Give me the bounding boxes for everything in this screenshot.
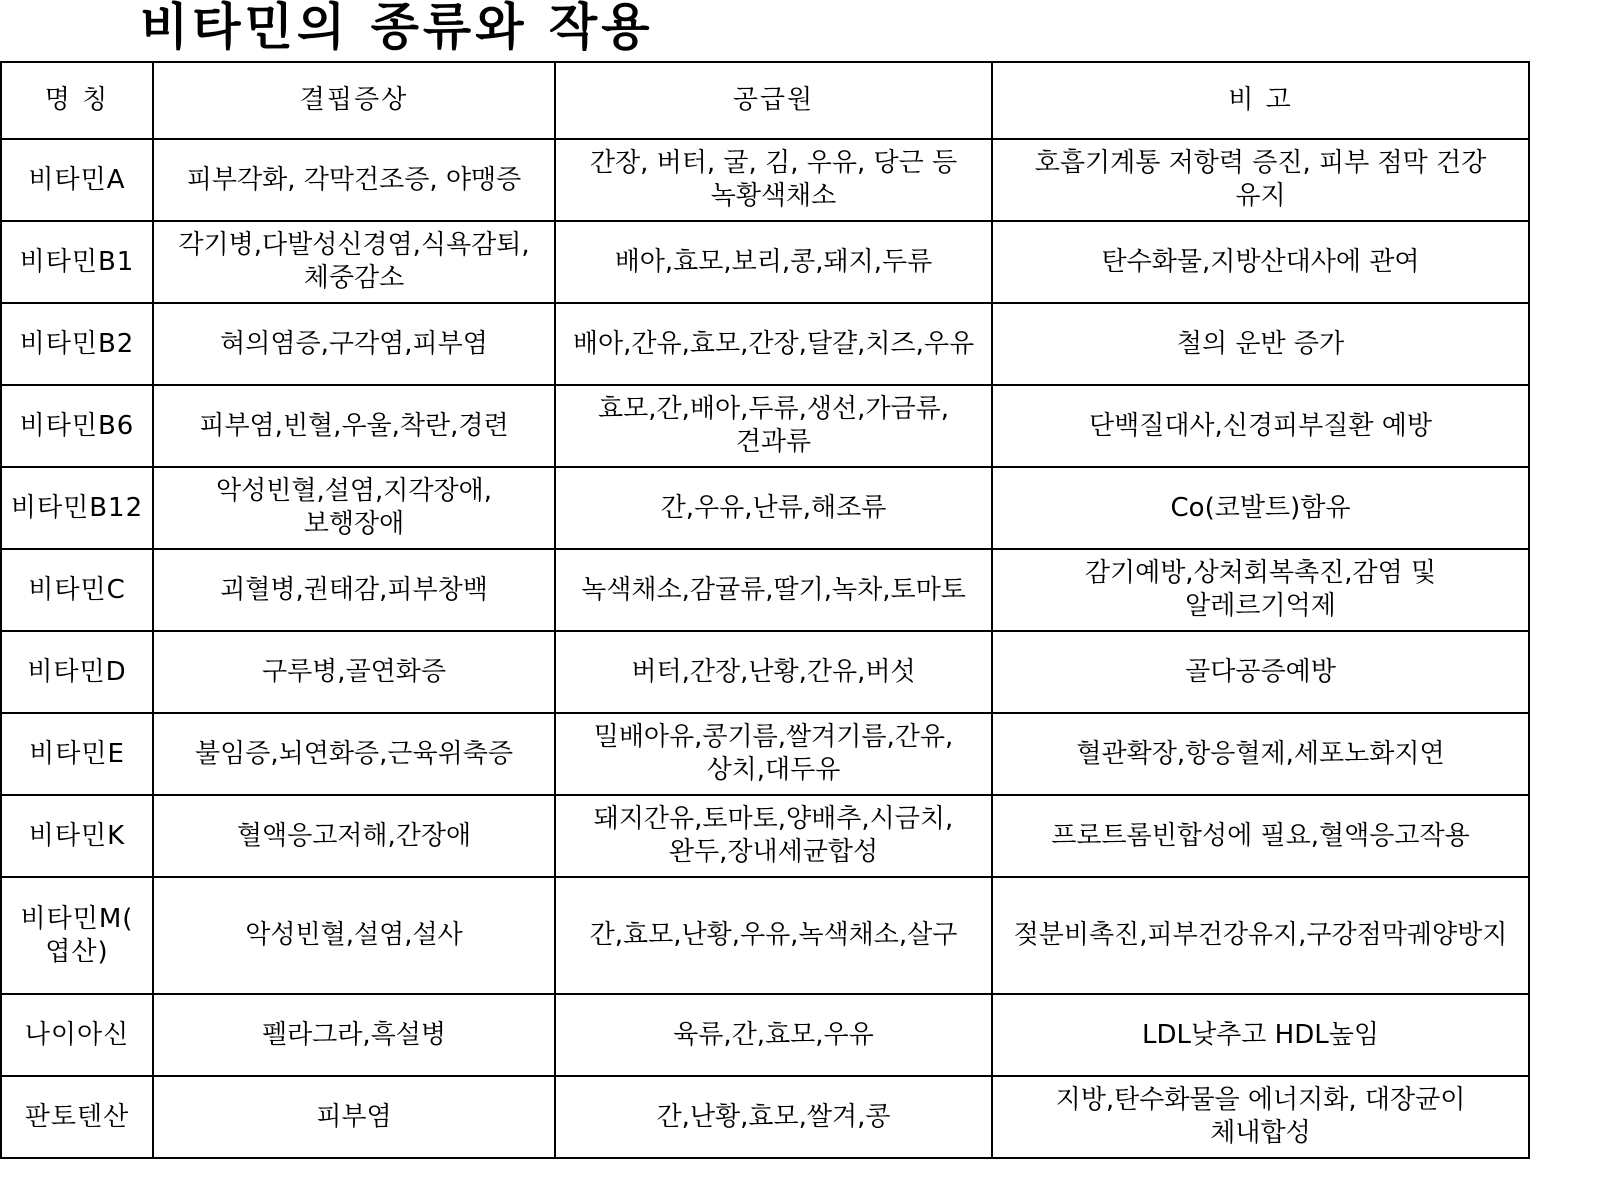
deficiency-cell: 펠라그라,흑설병 — [153, 994, 555, 1076]
vitamin-name: 비타민B1 — [1, 221, 153, 303]
note-cell: 철의 운반 증가 — [992, 303, 1529, 385]
header-deficiency: 결핍증상 — [153, 62, 555, 139]
header-note: 비 고 — [992, 62, 1529, 139]
vitamin-name: 비타민B2 — [1, 303, 153, 385]
note-cell: 혈관확장,항응혈제,세포노화지연 — [992, 713, 1529, 795]
note-cell: 감기예방,상처회복촉진,감염 및 알레르기억제 — [992, 549, 1529, 631]
vitamin-name: 비타민B6 — [1, 385, 153, 467]
table-row — [1, 549, 1529, 631]
table-row — [1, 1076, 1529, 1158]
deficiency-cell: 피부염 — [153, 1076, 555, 1158]
deficiency-cell: 혀의염증,구각염,피부염 — [153, 303, 555, 385]
deficiency-cell: 괴혈병,권태감,피부창백 — [153, 549, 555, 631]
table-row — [1, 139, 1529, 221]
note-cell: LDL낮추고 HDL높임 — [992, 994, 1529, 1076]
deficiency-cell: 피부각화, 각막건조증, 야맹증 — [153, 139, 555, 221]
source-cell: 육류,간,효모,우유 — [555, 994, 992, 1076]
vitamin-name: 비타민D — [1, 631, 153, 713]
note-cell: 탄수화물,지방산대사에 관여 — [992, 221, 1529, 303]
vitamin-name: 비타민C — [1, 549, 153, 631]
deficiency-cell: 구루병,골연화증 — [153, 631, 555, 713]
table-header-row — [1, 62, 1529, 139]
source-cell: 돼지간유,토마토,양배추,시금치,완두,장내세균합성 — [555, 795, 992, 877]
vitamin-name: 비타민M(엽산) — [1, 877, 153, 994]
vitamin-name: 판토텐산 — [1, 1076, 153, 1158]
vitamin-name: 비타민E — [1, 713, 153, 795]
table-row — [1, 221, 1529, 303]
note-cell: 지방,탄수화물을 에너지화, 대장균이 체내합성 — [992, 1076, 1529, 1158]
table-row — [1, 877, 1529, 994]
source-cell: 간,우유,난류,해조류 — [555, 467, 992, 549]
source-cell: 간장, 버터, 굴, 김, 우유, 당근 등 녹황색채소 — [555, 139, 992, 221]
table-row — [1, 795, 1529, 877]
deficiency-cell: 각기병,다발성신경염,식욕감퇴,체중감소 — [153, 221, 555, 303]
source-cell: 밀배아유,콩기름,쌀겨기름,간유,상치,대두유 — [555, 713, 992, 795]
deficiency-cell: 혈액응고저해,간장애 — [153, 795, 555, 877]
table-row — [1, 994, 1529, 1076]
vitamin-name: 비타민K — [1, 795, 153, 877]
note-cell: 프로트롬빈합성에 필요,혈액응고작용 — [992, 795, 1529, 877]
vitamin-name: 비타민A — [1, 139, 153, 221]
source-cell: 버터,간장,난황,간유,버섯 — [555, 631, 992, 713]
note-cell: 호흡기계통 저항력 증진, 피부 점막 건강 유지 — [992, 139, 1529, 221]
vitamin-name: 나이아신 — [1, 994, 153, 1076]
deficiency-cell: 악성빈혈,설염,지각장애,보행장애 — [153, 467, 555, 549]
deficiency-cell: 피부염,빈혈,우울,착란,경련 — [153, 385, 555, 467]
source-cell: 녹색채소,감귤류,딸기,녹차,토마토 — [555, 549, 992, 631]
source-cell: 배아,효모,보리,콩,돼지,두류 — [555, 221, 992, 303]
deficiency-cell: 불임증,뇌연화증,근육위축증 — [153, 713, 555, 795]
table-row — [1, 303, 1529, 385]
header-name: 명 칭 — [1, 62, 153, 139]
vitamin-name: 비타민B12 — [1, 467, 153, 549]
source-cell: 간,효모,난황,우유,녹색채소,살구 — [555, 877, 992, 994]
header-source: 공급원 — [555, 62, 992, 139]
table-row — [1, 385, 1529, 467]
table-row — [1, 713, 1529, 795]
source-cell: 효모,간,배아,두류,생선,가금류,견과류 — [555, 385, 992, 467]
page-title: 비타민의 종류와 작용 — [140, 0, 654, 56]
source-cell: 간,난황,효모,쌀겨,콩 — [555, 1076, 992, 1158]
note-cell: 골다공증예방 — [992, 631, 1529, 713]
note-cell: 단백질대사,신경피부질환 예방 — [992, 385, 1529, 467]
note-cell: 젖분비촉진,피부건강유지,구강점막궤양방지 — [992, 877, 1529, 994]
note-cell: Co(코발트)함유 — [992, 467, 1529, 549]
vitamin-table — [0, 61, 1530, 1159]
source-cell: 배아,간유,효모,간장,달걀,치즈,우유 — [555, 303, 992, 385]
deficiency-cell: 악성빈혈,설염,설사 — [153, 877, 555, 994]
table-row — [1, 631, 1529, 713]
table-row — [1, 467, 1529, 549]
